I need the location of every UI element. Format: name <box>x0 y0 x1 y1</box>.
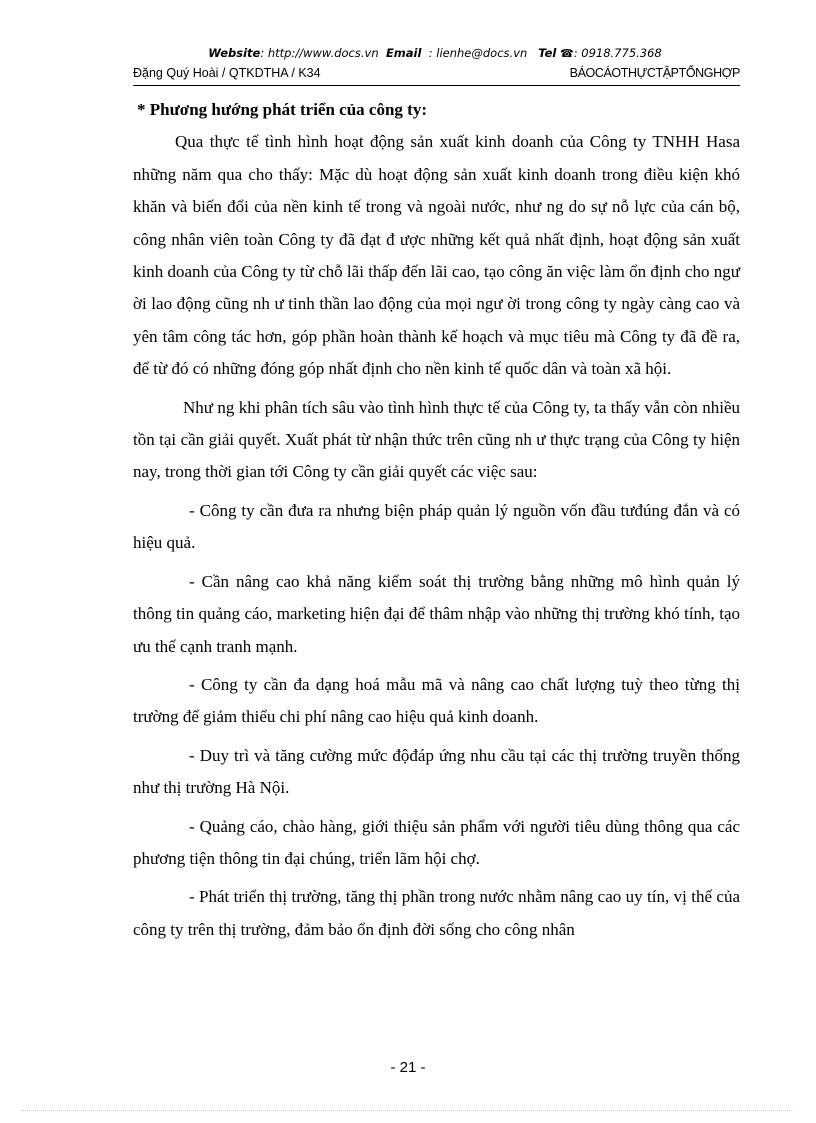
bullet-item: - Công ty cần đưa ra nhưng biện pháp quản lý nguồn vốn đầu tưđúng đắn và có hiệu quả. <box>133 500 740 553</box>
author-line: Đặng Quý Hoài / QTKDTHA / K34 <box>133 66 321 80</box>
email-value: : lienhe@docs.vn <box>428 46 528 60</box>
website-label: Website <box>208 46 261 60</box>
section-heading: * Phương hướng phát triển của công ty: <box>137 100 428 119</box>
bullet-item: - Công ty cần đa dạng hoá mẫu mã và nâng cao chất lượng tuỳ theo từng thị trường để giảm thiểu chi phí nâng cao hiệu quả kinh doanh. <box>133 674 740 727</box>
header-contact-line <box>130 46 740 60</box>
website-value: : http://www.docs.vn <box>260 46 379 60</box>
report-title: BÁOCÁOTHỰCTẬPTỔNGHỢP <box>569 66 740 80</box>
bullet-item: - Quảng cáo, chào hàng, giới thiệu sản phẩm với người tiêu dùng thông qua các phương tiện thông tin đại chúng, triển lãm hội chợ. <box>133 816 740 868</box>
paragraph: Qua thực tế tình hình hoạt động sản xuất kinh doanh của Công ty TNHH Hasa những năm qua cho thấy: Mặc dù hoạt động sản xuất kinh doanh trong điều kiện khó khăn và biến đổi của nền kinh tế trong và ngoài nước, như ng do sự nỗ lực của cán bộ, công nhân viên toàn Công ty đã đạt đ ược những kết quả nhất định, hoạt động sản xuất kinh doanh của Công ty từ chỗ lãi thấp đến lãi cao, tạo công ăn việc làm ổn định cho ngư ời lao động cũng nh ư tinh thần lao động của mọi ngư ời trong công ty ngày càng cao và yên tâm công tác hơn, góp phần hoàn thành kế hoạch và mục tiêu mà Công ty đã đề ra, để từ đó có những đóng góp nhất định cho nền kinh tế quốc dân và toàn xã hội. <box>133 132 740 379</box>
paragraph: Như ng khi phân tích sâu vào tình hình thực tế của Công ty, ta thấy vẫn còn nhiều tồn tại cần giải quyết. Xuất phát từ nhận thức trên cũng nh ư thực trạng của Công ty hiện nay, trong thời gian tới Công ty cần giải quyết các việc sau: <box>133 397 740 482</box>
bullet-item: - Cần nâng cao khả năng kiểm soát thị trường bằng những mô hình quản lý thông tin quảng cáo, marketing hiện đại để thâm nhập vào những thị trường khó tính, tạo ưu thế cạnh tranh mạnh. <box>133 571 740 656</box>
tel-value: : 0918.775.368 <box>573 46 662 60</box>
email-label: Email <box>385 46 422 60</box>
header-divider <box>133 85 740 86</box>
bullet-item: - Duy trì và tăng cường mức độđáp ứng nhu cầu tại các thị trường truyền thống như thị trường Hà Nội. <box>133 745 740 798</box>
bullet-item: - Phát triển thị trường, tăng thị phần trong nước nhằm nâng cao uy tín, vị thế của công ty trên thị trường, đảm bảo ổn định đời sống cho công nhân <box>133 887 740 939</box>
document-body <box>133 94 740 946</box>
telephone-icon: ☎ <box>560 47 574 60</box>
page-number: - 21 - <box>390 1059 426 1076</box>
tel-label: Tel <box>538 46 557 60</box>
page-bottom-divider <box>22 1110 794 1111</box>
